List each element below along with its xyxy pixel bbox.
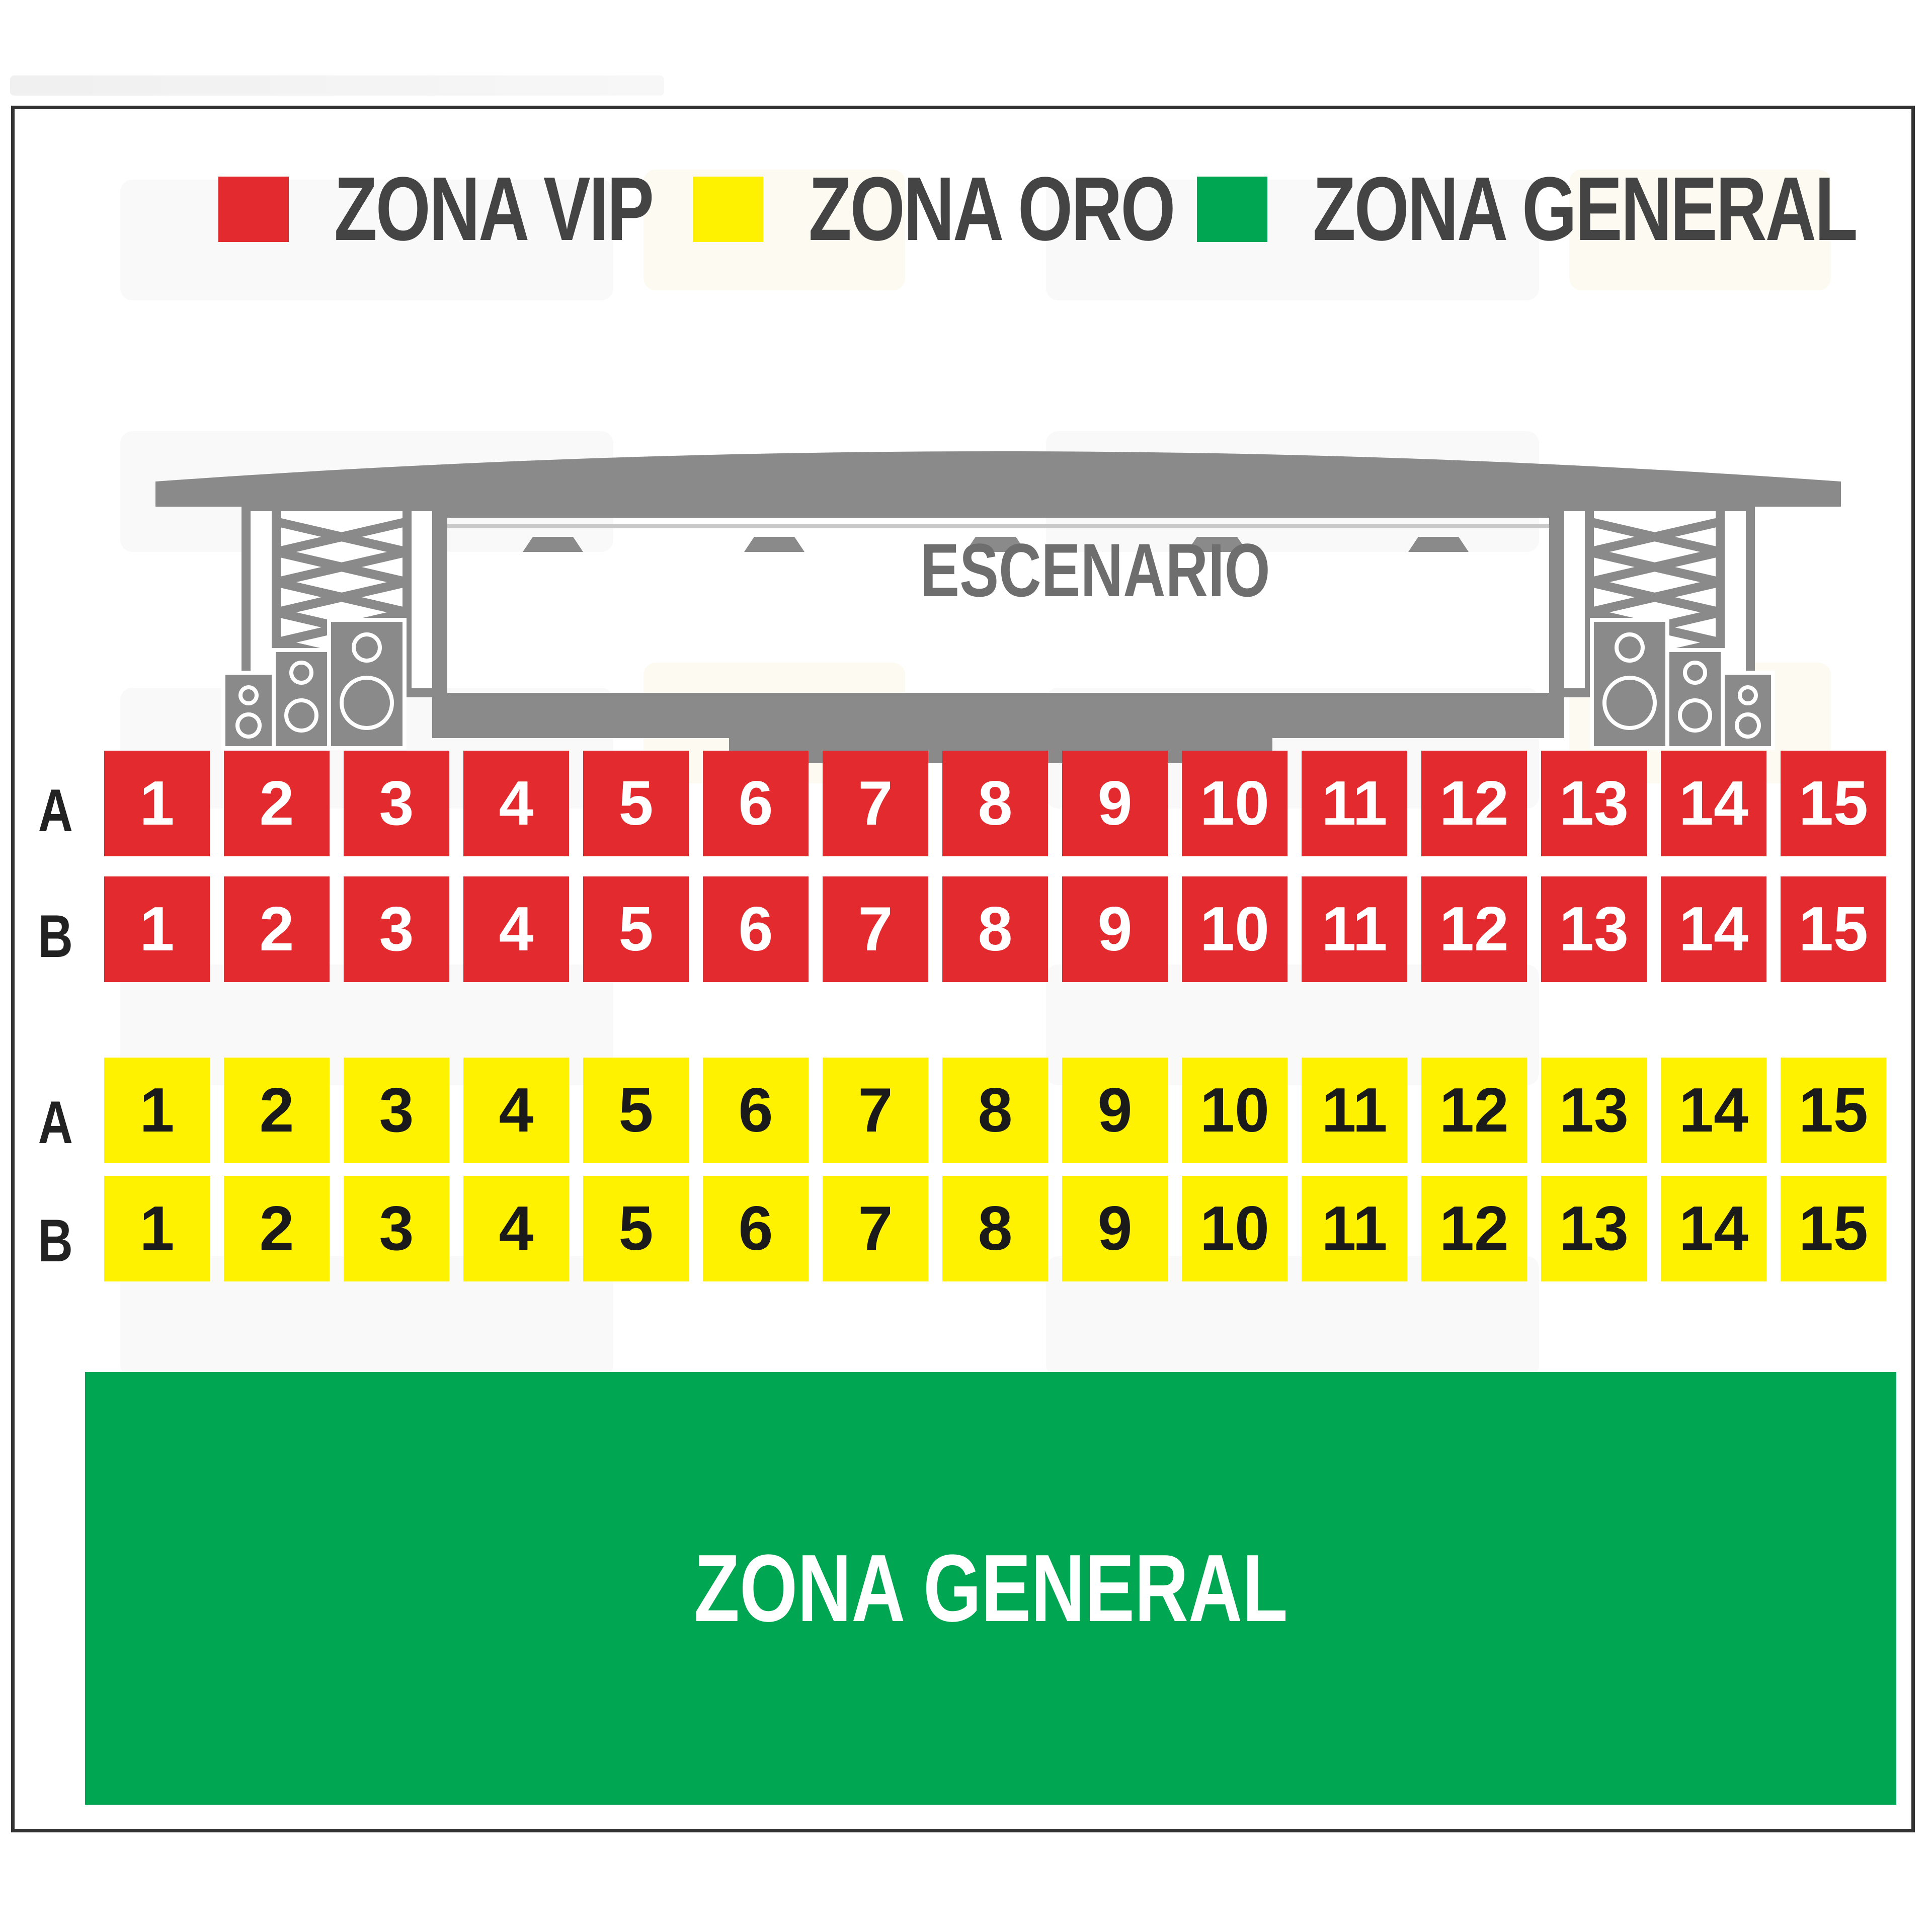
seat-oro-b-11[interactable]: 11 [1302,1176,1407,1281]
seat-oro-a-4[interactable]: 4 [463,1058,569,1163]
seat-vip-b-8[interactable]: 8 [942,876,1048,982]
seat-vip-a-9[interactable]: 9 [1062,751,1168,856]
seat-vip-b-10[interactable]: 10 [1182,876,1287,982]
legend-label-vip: ZONA VIP [334,158,653,260]
seat-oro-a-15[interactable]: 15 [1781,1058,1886,1163]
seat-oro-b-13[interactable]: 13 [1541,1176,1647,1281]
seat-oro-b-2[interactable]: 2 [224,1176,330,1281]
seat-vip-a-2[interactable]: 2 [224,751,330,856]
legend-item-vip [218,157,742,261]
row-label-vip-b: B [38,903,73,970]
seat-vip-b-14[interactable]: 14 [1661,876,1766,982]
legend-swatch-vip [218,177,289,242]
row-label-vip-a: A [38,777,73,844]
seat-oro-a-10[interactable]: 10 [1182,1058,1287,1163]
seat-row-oro-b [104,1176,1886,1281]
seat-oro-b-10[interactable]: 10 [1182,1176,1287,1281]
seat-vip-a-8[interactable]: 8 [942,751,1048,856]
legend-label-oro: ZONA ORO [809,158,1174,260]
seat-vip-a-5[interactable]: 5 [583,751,689,856]
header-strip [0,0,1932,101]
seat-oro-a-7[interactable]: 7 [823,1058,928,1163]
seat-vip-a-1[interactable]: 1 [104,751,210,856]
legend-swatch-general [1197,177,1267,242]
seat-vip-b-1[interactable]: 1 [104,876,210,982]
seat-vip-b-3[interactable]: 3 [344,876,449,982]
seat-vip-a-12[interactable]: 12 [1421,751,1527,856]
stage [150,341,1846,793]
seat-vip-b-12[interactable]: 12 [1421,876,1527,982]
row-label-oro-a: A [38,1089,73,1156]
seat-oro-a-8[interactable]: 8 [942,1058,1048,1163]
seat-vip-b-2[interactable]: 2 [224,876,330,982]
seat-vip-b-7[interactable]: 7 [823,876,928,982]
seat-oro-b-9[interactable]: 9 [1062,1176,1168,1281]
seat-vip-b-5[interactable]: 5 [583,876,689,982]
seat-oro-b-12[interactable]: 12 [1421,1176,1527,1281]
seat-vip-a-15[interactable]: 15 [1781,751,1886,856]
seat-vip-b-11[interactable]: 11 [1302,876,1407,982]
seat-oro-a-12[interactable]: 12 [1421,1058,1527,1163]
seat-oro-b-5[interactable]: 5 [583,1176,689,1281]
stage-label: ESCENARIO [920,528,1270,612]
faded-header-text [10,75,664,96]
seat-vip-a-13[interactable]: 13 [1541,751,1647,856]
seat-oro-b-15[interactable]: 15 [1781,1176,1886,1281]
seat-oro-a-1[interactable]: 1 [104,1058,210,1163]
seat-oro-a-2[interactable]: 2 [224,1058,330,1163]
seat-vip-b-6[interactable]: 6 [703,876,809,982]
seat-vip-a-3[interactable]: 3 [344,751,449,856]
seat-oro-a-11[interactable]: 11 [1302,1058,1407,1163]
seat-vip-b-15[interactable]: 15 [1781,876,1886,982]
legend-item-oro [693,157,1277,261]
seat-row-vip-a [104,751,1886,856]
seat-vip-b-13[interactable]: 13 [1541,876,1647,982]
seat-vip-a-6[interactable]: 6 [703,751,809,856]
seat-oro-a-9[interactable]: 9 [1062,1058,1168,1163]
seat-oro-a-3[interactable]: 3 [344,1058,449,1163]
seat-oro-b-14[interactable]: 14 [1661,1176,1766,1281]
seat-oro-b-4[interactable]: 4 [463,1176,569,1281]
seat-oro-b-7[interactable]: 7 [823,1176,928,1281]
seat-oro-b-1[interactable]: 1 [104,1176,210,1281]
seat-vip-a-10[interactable]: 10 [1182,751,1287,856]
seat-vip-b-9[interactable]: 9 [1062,876,1168,982]
seat-oro-a-13[interactable]: 13 [1541,1058,1647,1163]
legend-item-general [1197,157,1915,261]
seat-row-oro-a [104,1058,1886,1163]
seat-oro-a-14[interactable]: 14 [1661,1058,1766,1163]
zona-general-label: ZONA GENERAL [693,1535,1288,1642]
seat-vip-a-4[interactable]: 4 [463,751,569,856]
legend-label-general: ZONA GENERAL [1313,158,1857,260]
seat-vip-b-4[interactable]: 4 [463,876,569,982]
seating-map [11,106,1915,1832]
seat-oro-b-6[interactable]: 6 [703,1176,809,1281]
legend-swatch-oro [693,177,763,242]
zona-general-area[interactable] [85,1372,1896,1805]
seat-oro-a-6[interactable]: 6 [703,1058,809,1163]
row-label-oro-b: B [38,1207,73,1274]
seat-vip-a-11[interactable]: 11 [1302,751,1407,856]
seat-oro-a-5[interactable]: 5 [583,1058,689,1163]
seat-row-vip-b [104,876,1886,982]
seat-vip-a-7[interactable]: 7 [823,751,928,856]
seat-oro-b-3[interactable]: 3 [344,1176,449,1281]
seat-oro-b-8[interactable]: 8 [942,1176,1048,1281]
seat-vip-a-14[interactable]: 14 [1661,751,1766,856]
